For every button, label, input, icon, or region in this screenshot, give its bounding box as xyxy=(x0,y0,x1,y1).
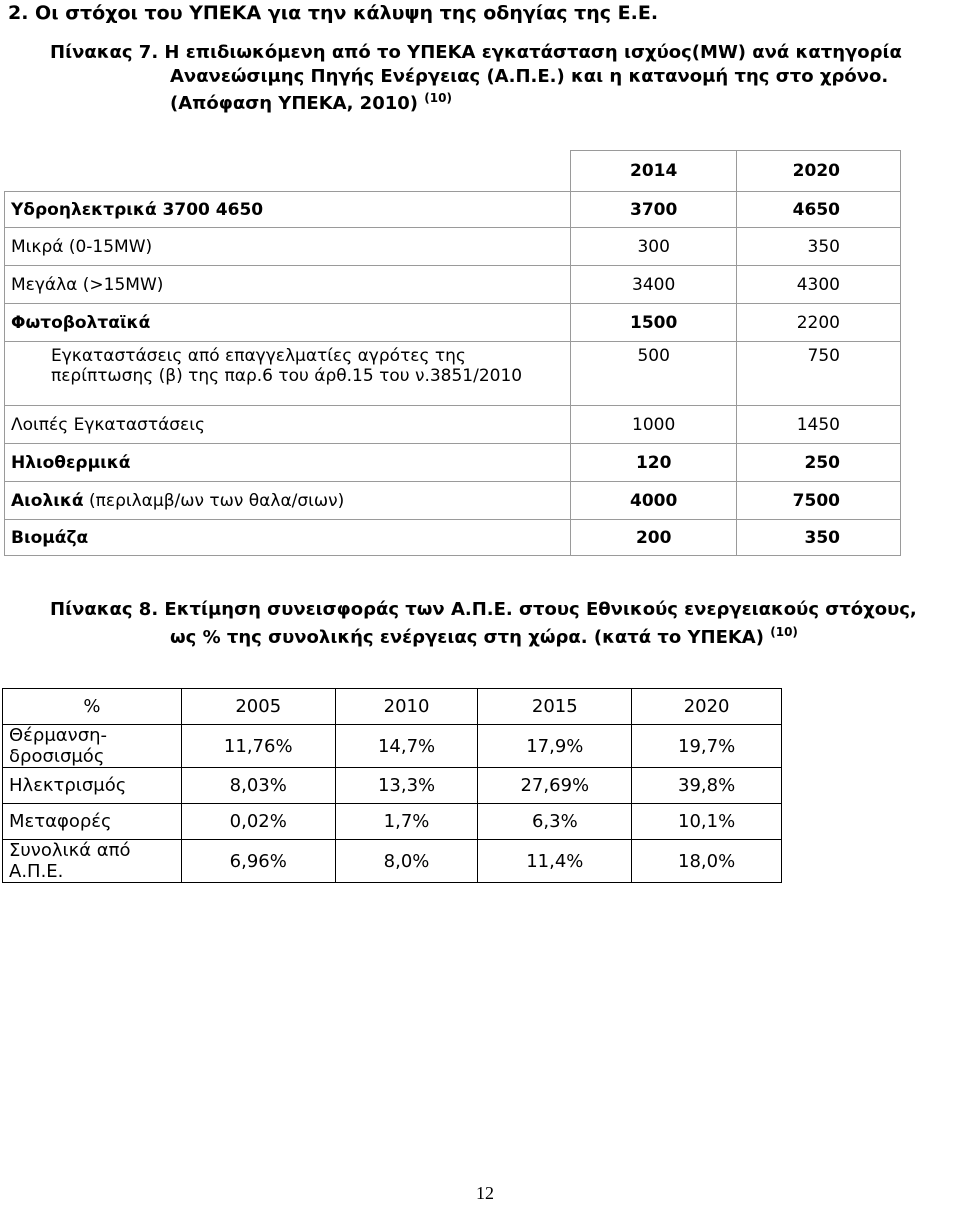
row-label-line1: Εγκαταστάσεις από επαγγελματίες αγρότες της xyxy=(51,346,466,366)
cell-2014: 300 xyxy=(571,228,737,266)
section-heading: 2. Οι στόχοι του ΥΠΕΚΑ για την κάλυψη της οδηγίας της Ε.Ε. xyxy=(8,2,659,24)
row-label-small-hydro: Μικρά (0-15MW) xyxy=(5,228,571,266)
cell-2015: 6,3% xyxy=(478,804,632,840)
cell-2015: 11,4% xyxy=(478,840,632,883)
row-label-line2: περίπτωσης (β) της παρ.6 του άρθ.15 του ν.3851/2010 xyxy=(51,366,523,386)
cell-2014: 1000 xyxy=(571,406,737,444)
row-label-heating-cooling: Θέρμανση-δροσισμός xyxy=(3,725,182,768)
table-row xyxy=(5,192,901,228)
column-header-2014: 2014 xyxy=(571,151,737,192)
row-label-solar-thermal: Ηλιοθερμικά xyxy=(5,444,571,482)
table-row xyxy=(5,520,901,556)
installed-capacity-table xyxy=(4,150,901,556)
cell-2020: 2200 xyxy=(737,304,901,342)
table-row xyxy=(5,482,901,520)
cell-2015: 17,9% xyxy=(478,725,632,768)
row-label-electricity: Ηλεκτρισμός xyxy=(3,768,182,804)
cell-2010: 8,0% xyxy=(335,840,478,883)
table8-caption-text: ως % της συνολικής ενέργειας στη χώρα. (κατά το ΥΠΕΚΑ) xyxy=(170,627,764,648)
cell-2020: 250 xyxy=(737,444,901,482)
column-header-2020: 2020 xyxy=(632,689,782,725)
table-header-row xyxy=(3,689,782,725)
table-row xyxy=(5,444,901,482)
cell-2020: 10,1% xyxy=(632,804,782,840)
table-row xyxy=(5,266,901,304)
table8-caption-line2 xyxy=(170,625,798,648)
row-label-other-installations: Λοιπές Εγκαταστάσεις xyxy=(5,406,571,444)
row-label-transport: Μεταφορές xyxy=(3,804,182,840)
cell-2005: 0,02% xyxy=(181,804,335,840)
cell-2020: 4300 xyxy=(737,266,901,304)
row-label-biomass: Βιομάζα xyxy=(5,520,571,556)
res-contribution-table xyxy=(2,688,782,883)
column-header-percent: % xyxy=(3,689,182,725)
row-label-wind-extra: (περιλαμβ/ων των θαλα/σιων) xyxy=(83,490,345,511)
table-row xyxy=(3,804,782,840)
row-label-large-hydro: Μεγάλα (>15MW) xyxy=(5,266,571,304)
row-label-wind xyxy=(5,482,571,520)
cell-2010: 14,7% xyxy=(335,725,478,768)
table8-caption-line1: Πίνακας 8. Εκτίμηση συνεισφοράς των Α.Π.Ε. στους Εθνικούς ενεργειακούς στόχους, xyxy=(50,599,917,620)
cell-2014: 120 xyxy=(571,444,737,482)
table-row xyxy=(3,768,782,804)
cell-2005: 11,76% xyxy=(181,725,335,768)
column-header-2005: 2005 xyxy=(181,689,335,725)
row-label-farmer-installations xyxy=(5,342,571,406)
cell-2010: 1,7% xyxy=(335,804,478,840)
table-row xyxy=(3,725,782,768)
cell-2014: 200 xyxy=(571,520,737,556)
cell-2020: 750 xyxy=(737,342,901,406)
cell-2014: 4000 xyxy=(571,482,737,520)
table-row xyxy=(5,304,901,342)
table7-caption-ref: (10) xyxy=(424,91,452,105)
row-label-wind-main: Αιολικά xyxy=(11,490,84,511)
row-label-photovoltaics: Φωτοβολταϊκά xyxy=(5,304,571,342)
cell-2020: 19,7% xyxy=(632,725,782,768)
table7-caption-line2: Ανανεώσιμης Πηγής Ενέργειας (Α.Π.Ε.) και η κατανομή της στο χρόνο. xyxy=(170,66,889,87)
table7-caption-line1: Πίνακας 7. Η επιδιωκόμενη από το ΥΠΕΚΑ εγκατάσταση ισχύος(MW) ανά κατηγορία xyxy=(50,42,902,63)
cell-2014: 3400 xyxy=(571,266,737,304)
column-header-2020: 2020 xyxy=(737,151,901,192)
cell-2005: 6,96% xyxy=(181,840,335,883)
row-label-hydro: Υδροηλεκτρικά 3700 4650 xyxy=(5,192,571,228)
table-row xyxy=(3,840,782,883)
empty-header-cell xyxy=(5,151,571,192)
cell-2020: 39,8% xyxy=(632,768,782,804)
column-header-2010: 2010 xyxy=(335,689,478,725)
cell-2010: 13,3% xyxy=(335,768,478,804)
table7-caption-source: (Απόφαση ΥΠΕΚΑ, 2010) xyxy=(170,93,419,114)
table-row xyxy=(5,406,901,444)
cell-2020: 1450 xyxy=(737,406,901,444)
row-label-total-res: Συνολικά από Α.Π.Ε. xyxy=(3,840,182,883)
table8-caption-ref: (10) xyxy=(770,625,798,639)
cell-2020: 18,0% xyxy=(632,840,782,883)
table-row xyxy=(5,342,901,406)
cell-2020: 7500 xyxy=(737,482,901,520)
cell-2005: 8,03% xyxy=(181,768,335,804)
cell-2014: 3700 xyxy=(571,192,737,228)
table7-caption-line3 xyxy=(170,91,452,114)
table-header-row xyxy=(5,151,901,192)
cell-2014: 1500 xyxy=(571,304,737,342)
cell-2014: 500 xyxy=(571,342,737,406)
cell-2020: 350 xyxy=(737,228,901,266)
column-header-2015: 2015 xyxy=(478,689,632,725)
cell-2020: 4650 xyxy=(737,192,901,228)
cell-2020: 350 xyxy=(737,520,901,556)
page-number: 12 xyxy=(476,1183,494,1203)
cell-2015: 27,69% xyxy=(478,768,632,804)
table-row xyxy=(5,228,901,266)
